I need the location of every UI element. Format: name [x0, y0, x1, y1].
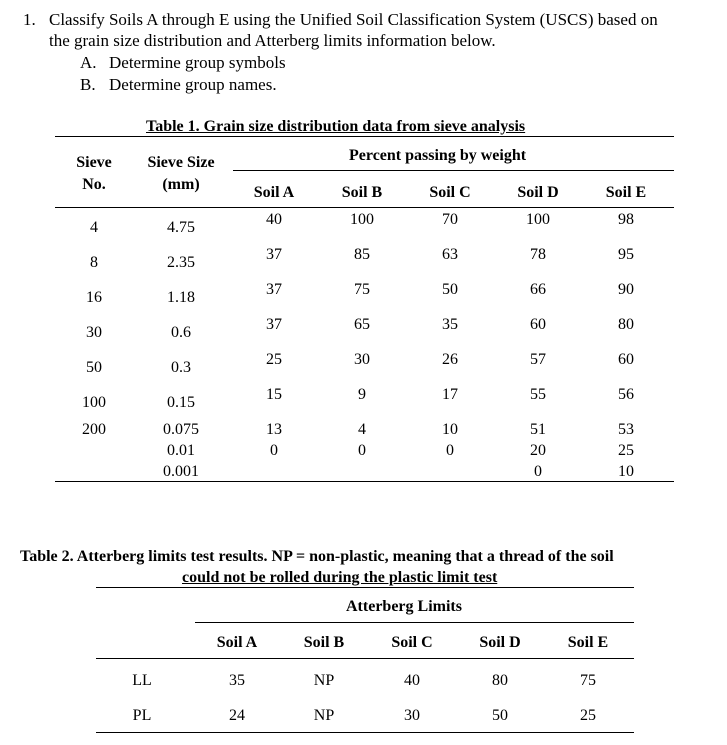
table2-soil-header: Soil A [216, 634, 258, 651]
soil-d-cell: 50 [492, 707, 508, 724]
table2-group-rule [195, 622, 634, 623]
table1-group-header: Percent passing by weight [349, 147, 527, 164]
soil-e-cell: 90 [618, 281, 634, 298]
soil-d-cell: 20 [530, 442, 546, 459]
table1-soil-header: Soil D [517, 184, 559, 201]
question-text-line1: Classify Soils A through E using the Unified Soil Classification System (USCS) based on [49, 10, 658, 29]
table1-soil-header: Soil E [605, 184, 647, 201]
soil-c-cell: 70 [442, 211, 458, 228]
soil-b-cell: NP [313, 672, 335, 689]
sieve-no-cell: 8 [90, 254, 98, 271]
table2-group-header: Atterberg Limits [346, 598, 462, 615]
soil-a-cell: 40 [266, 211, 282, 228]
sieve-size-cell: 2.35 [167, 254, 195, 271]
soil-e-cell: 75 [580, 672, 596, 689]
soil-c-cell: 35 [442, 316, 458, 333]
soil-d-cell: 100 [526, 211, 550, 228]
sieve-no-header-2: No. [82, 176, 106, 193]
sieve-no-cell: 30 [86, 324, 102, 341]
soil-d-cell: 60 [530, 316, 546, 333]
table2-bottom-rule [96, 732, 634, 733]
table1-group-rule [233, 170, 674, 171]
table2-title-line2: could not be rolled during the plastic limit test [182, 569, 498, 586]
soil-e-cell: 53 [618, 421, 634, 438]
soil-a-cell: 0 [270, 442, 278, 459]
soil-e-cell: 98 [618, 211, 634, 228]
sieve-size-cell: 0.01 [167, 442, 195, 459]
sieve-size-cell: 0.001 [163, 463, 199, 480]
soil-e-cell: 25 [618, 442, 634, 459]
limit-label-cell: PL [132, 707, 152, 724]
soil-a-cell: 25 [266, 351, 282, 368]
soil-c-cell: 63 [442, 246, 458, 263]
table1-title: Table 1. Grain size distribution data from sieve analysis [146, 118, 526, 135]
soil-b-cell: 75 [354, 281, 370, 298]
soil-d-cell: 51 [530, 421, 546, 438]
table1-soil-header: Soil C [429, 184, 471, 201]
soil-a-cell: 35 [229, 672, 245, 689]
soil-c-cell: 10 [442, 421, 458, 438]
table1-soil-header: Soil B [341, 184, 383, 201]
soil-d-cell: 78 [530, 246, 546, 263]
soil-b-cell: 30 [354, 351, 370, 368]
table1-soil-header: Soil A [253, 184, 295, 201]
part-a-text: Determine group symbols [109, 53, 286, 72]
question-number: 1. [23, 10, 36, 29]
soil-c-cell: 26 [442, 351, 458, 368]
table2-soil-header: Soil E [567, 634, 609, 651]
soil-c-cell: 17 [442, 386, 458, 403]
soil-b-cell: NP [313, 707, 335, 724]
soil-c-cell: 0 [446, 442, 454, 459]
sieve-size-cell: 0.075 [163, 421, 199, 438]
soil-b-cell: 4 [358, 421, 366, 438]
sieve-no-cell: 4 [90, 219, 98, 236]
sieve-size-cell: 0.6 [171, 324, 191, 341]
soil-e-cell: 80 [618, 316, 634, 333]
soil-e-cell: 60 [618, 351, 634, 368]
soil-a-cell: 13 [266, 421, 282, 438]
soil-a-cell: 37 [266, 246, 282, 263]
soil-c-cell: 30 [404, 707, 420, 724]
soil-b-cell: 100 [350, 211, 374, 228]
sieve-size-cell: 4.75 [167, 219, 195, 236]
limit-label-cell: LL [132, 672, 152, 689]
table1-top-rule [55, 136, 674, 137]
soil-e-cell: 10 [618, 463, 634, 480]
sieve-size-cell: 1.18 [167, 289, 195, 306]
soil-d-cell: 80 [492, 672, 508, 689]
soil-b-cell: 0 [358, 442, 366, 459]
table2-header-rule [96, 658, 634, 659]
soil-b-cell: 85 [354, 246, 370, 263]
table2-top-rule [96, 587, 634, 588]
table2-title-line1: Table 2. Atterberg limits test results. NP = non-plastic, meaning that a thread of the soil [20, 548, 614, 565]
sieve-no-header-1: Sieve [76, 154, 112, 171]
soil-c-cell: 40 [404, 672, 420, 689]
soil-d-cell: 57 [530, 351, 546, 368]
table1-bottom-rule [55, 481, 674, 482]
table2-soil-header: Soil B [303, 634, 345, 651]
question-text-line2: the grain size distribution and Atterberg limits information below. [49, 31, 496, 50]
sieve-size-header-2: (mm) [162, 176, 200, 193]
table2-soil-header: Soil D [479, 634, 521, 651]
sieve-no-cell: 100 [82, 394, 106, 411]
part-b-letter: B. [80, 75, 96, 94]
sieve-size-header-1: Sieve Size [147, 154, 215, 171]
soil-d-cell: 0 [534, 463, 542, 480]
soil-e-cell: 56 [618, 386, 634, 403]
soil-a-cell: 15 [266, 386, 282, 403]
soil-e-cell: 95 [618, 246, 634, 263]
part-b-text: Determine group names. [109, 75, 277, 94]
soil-a-cell: 37 [266, 316, 282, 333]
soil-e-cell: 25 [580, 707, 596, 724]
soil-b-cell: 9 [358, 386, 366, 403]
sieve-size-cell: 0.3 [171, 359, 191, 376]
sieve-no-cell: 50 [86, 359, 102, 376]
part-a-letter: A. [80, 53, 97, 72]
soil-c-cell: 50 [442, 281, 458, 298]
soil-a-cell: 24 [229, 707, 245, 724]
sieve-no-cell: 16 [86, 289, 102, 306]
table1-header-rule [55, 207, 674, 208]
soil-a-cell: 37 [266, 281, 282, 298]
soil-d-cell: 55 [530, 386, 546, 403]
sieve-no-cell: 200 [82, 421, 106, 438]
sieve-size-cell: 0.15 [167, 394, 195, 411]
soil-b-cell: 65 [354, 316, 370, 333]
soil-d-cell: 66 [530, 281, 546, 298]
table2-soil-header: Soil C [391, 634, 433, 651]
